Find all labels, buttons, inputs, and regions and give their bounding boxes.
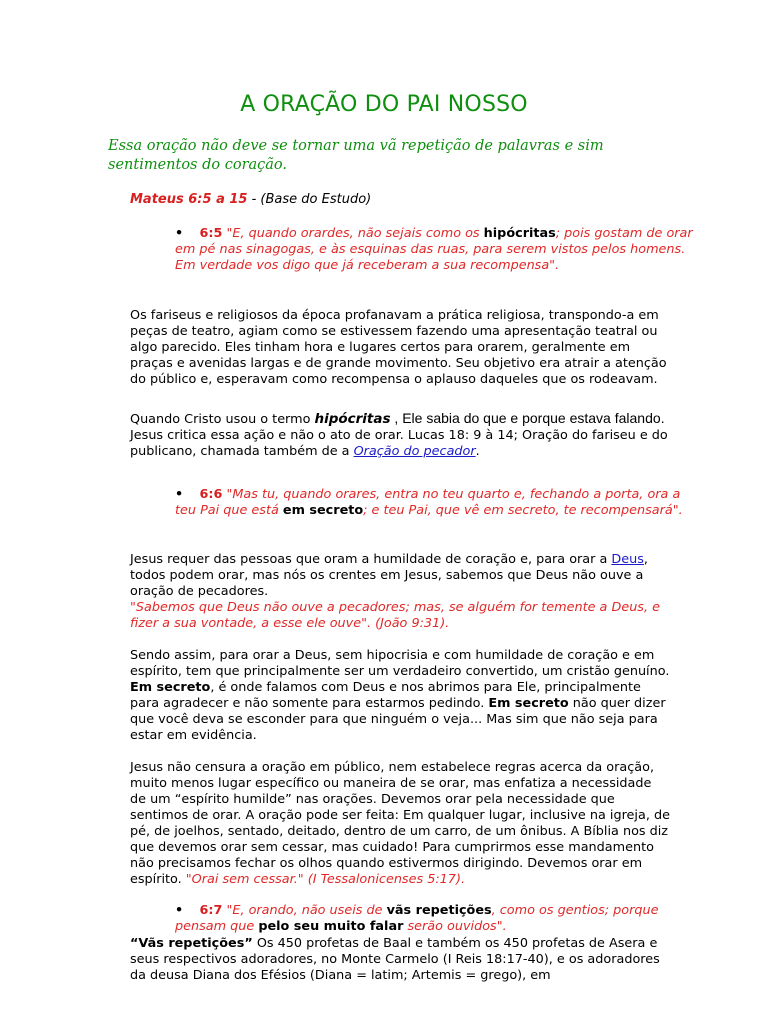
paragraph-humildade [130,552,670,632]
verse-bold: vãs repetições [386,903,492,918]
text: , todos podem orar, mas nós os crentes em Jesus, sabemos que Deus não ouve a oração de pecadores. [130,552,648,599]
verse-bold: pelo seu muito falar [258,919,404,934]
text: Jesus requer das pessoas que oram a humildade de coração e, para orar a [130,552,612,567]
bullet: • [175,903,184,918]
verse-6-6 [175,487,695,519]
text: , Ele sabia do que e porque estava falando [390,410,661,426]
paragraph-oracao-publico [130,760,670,888]
text: Sendo assim, para orar a Deus, sem hipocrisia e com humildade de coração e em espírito, tem que principalmente ser um verdadeiro convertido, um cristão genuíno. [130,648,670,679]
text: Jesus não censura a oração em público, nem estabelece regras acerca da oração, muito menos lugar específico ou maneira de se orar, mas enfatiza a necessidade de um “espírito humilde” nas orações. Devemos orar pela necessidade que sentimos de orar. A oração pode ser feita: Em qualquer lugar, inclusive na igreja, de pé, de joelhos, sentado, deitado, dentro de um carro, de um ônibus. A Bíblia nos diz que devemos orar sem cessar, mas cuidado! Para cumprirmos esse mandamento não precisamos fechar os olhos quando estivermos dirigindo. Devemos orar em espírito. [130,760,670,887]
page-title: A ORAÇÃO DO PAI NOSSO [240,92,528,117]
bold-vas-repeticoes: “Vãs repetições” [130,936,253,951]
verse-number: 6:6 [199,487,223,502]
text: Quando Cristo usou o termo [130,412,315,427]
verse-text: ; e teu Pai, que vê em secreto, te recompensará". [363,503,683,518]
verse-text: ; pois gostam de orar em pé nas sinagogas, e às esquinas das ruas, para serem vistos pelos homens. Em verdade vos digo que já receberam a sua recompensa". [175,226,693,273]
link-oracao-do-pecador[interactable]: Oração do pecador [353,444,476,459]
term-hipocritas: hipócritas [314,411,391,427]
link-deus[interactable]: Deus [611,552,644,567]
paragraph-hipocritas [130,410,670,460]
text: . [475,444,480,459]
reference-source: Mateus 6:5 a 15 [130,192,248,207]
verse-text: "Mas tu, quando orares, entra no teu quarto e, fechando a porta, ora a teu Pai que está [175,487,681,518]
verse-text: serão ouvidos". [403,919,507,934]
bullet: • [175,226,184,241]
bold-em-secreto: Em secreto [488,696,569,711]
study-reference [130,192,371,207]
paragraph-fariseus: Os fariseus e religiosos da época profanavam a prática religiosa, transpondo-a em peças de teatro, agiam como se estivessem fazendo uma apresentação teatral ou algo parecido. Eles tinham hora e lugares certos para orarem, geralmente em praças e avenidas largas e de grande movimento. Seu objetivo era atrair a atenção do público e, esperavam como recompensa o aplauso daqueles que os rodeavam. [130,308,667,387]
verse-6-5 [175,226,695,274]
text: , é onde falamos com Deus e nos abrimos para Ele, principalmente para agradecer e não somente para estarmos pedindo. [130,680,641,711]
quote-tessalonicenses: "Orai sem cessar." (I Tessalonicenses 5:17). [185,872,466,887]
text: . Jesus critica essa ação e não o ato de orar. Lucas 18: 9 à 14; Oração do fariseu e do publicano, chamada também de a [130,412,668,459]
bold-em-secreto: Em secreto [130,680,211,695]
text: Os 450 profetas de Baal e também os 450 profetas de Asera e seus respectivos adoradores, no Monte Carmelo (I Reis 18:17-40), e os adoradores da deusa Diana dos Efésios (Diana = latim; Artemis = grego), em [130,936,660,983]
verse-bold: em secreto [282,503,364,518]
paragraph-em-secreto [130,648,670,744]
quote-joao: "Sabemos que Deus não ouve a pecadores; mas, se alguém for temente a Deus, e fizer a sua vontade, a esse ele ouve". (João 9:31). [130,600,660,631]
bullet: • [175,487,184,502]
intro-text: Essa oração não deve se tornar uma vã repetição de palavras e sim sentimentos do coração. [108,138,604,173]
verse-number: 6:5 [199,226,223,241]
verse-bold: hipócritas [483,226,556,241]
reference-note: - (Base do Estudo) [247,192,372,207]
verse-text: "E, orando, não useis de [222,903,387,918]
verse-text: "E, quando orardes, não sejais como os [222,226,484,241]
verse-text: , como os gentios; porque pensam que [175,903,659,934]
verse-6-7 [175,903,695,935]
text: não quer dizer que você deva se esconder para que ninguém o veja... Mas sim que não seja para estar em evidência. [130,696,666,743]
verse-number: 6:7 [199,903,223,918]
paragraph-vas-repeticoes [130,936,670,984]
